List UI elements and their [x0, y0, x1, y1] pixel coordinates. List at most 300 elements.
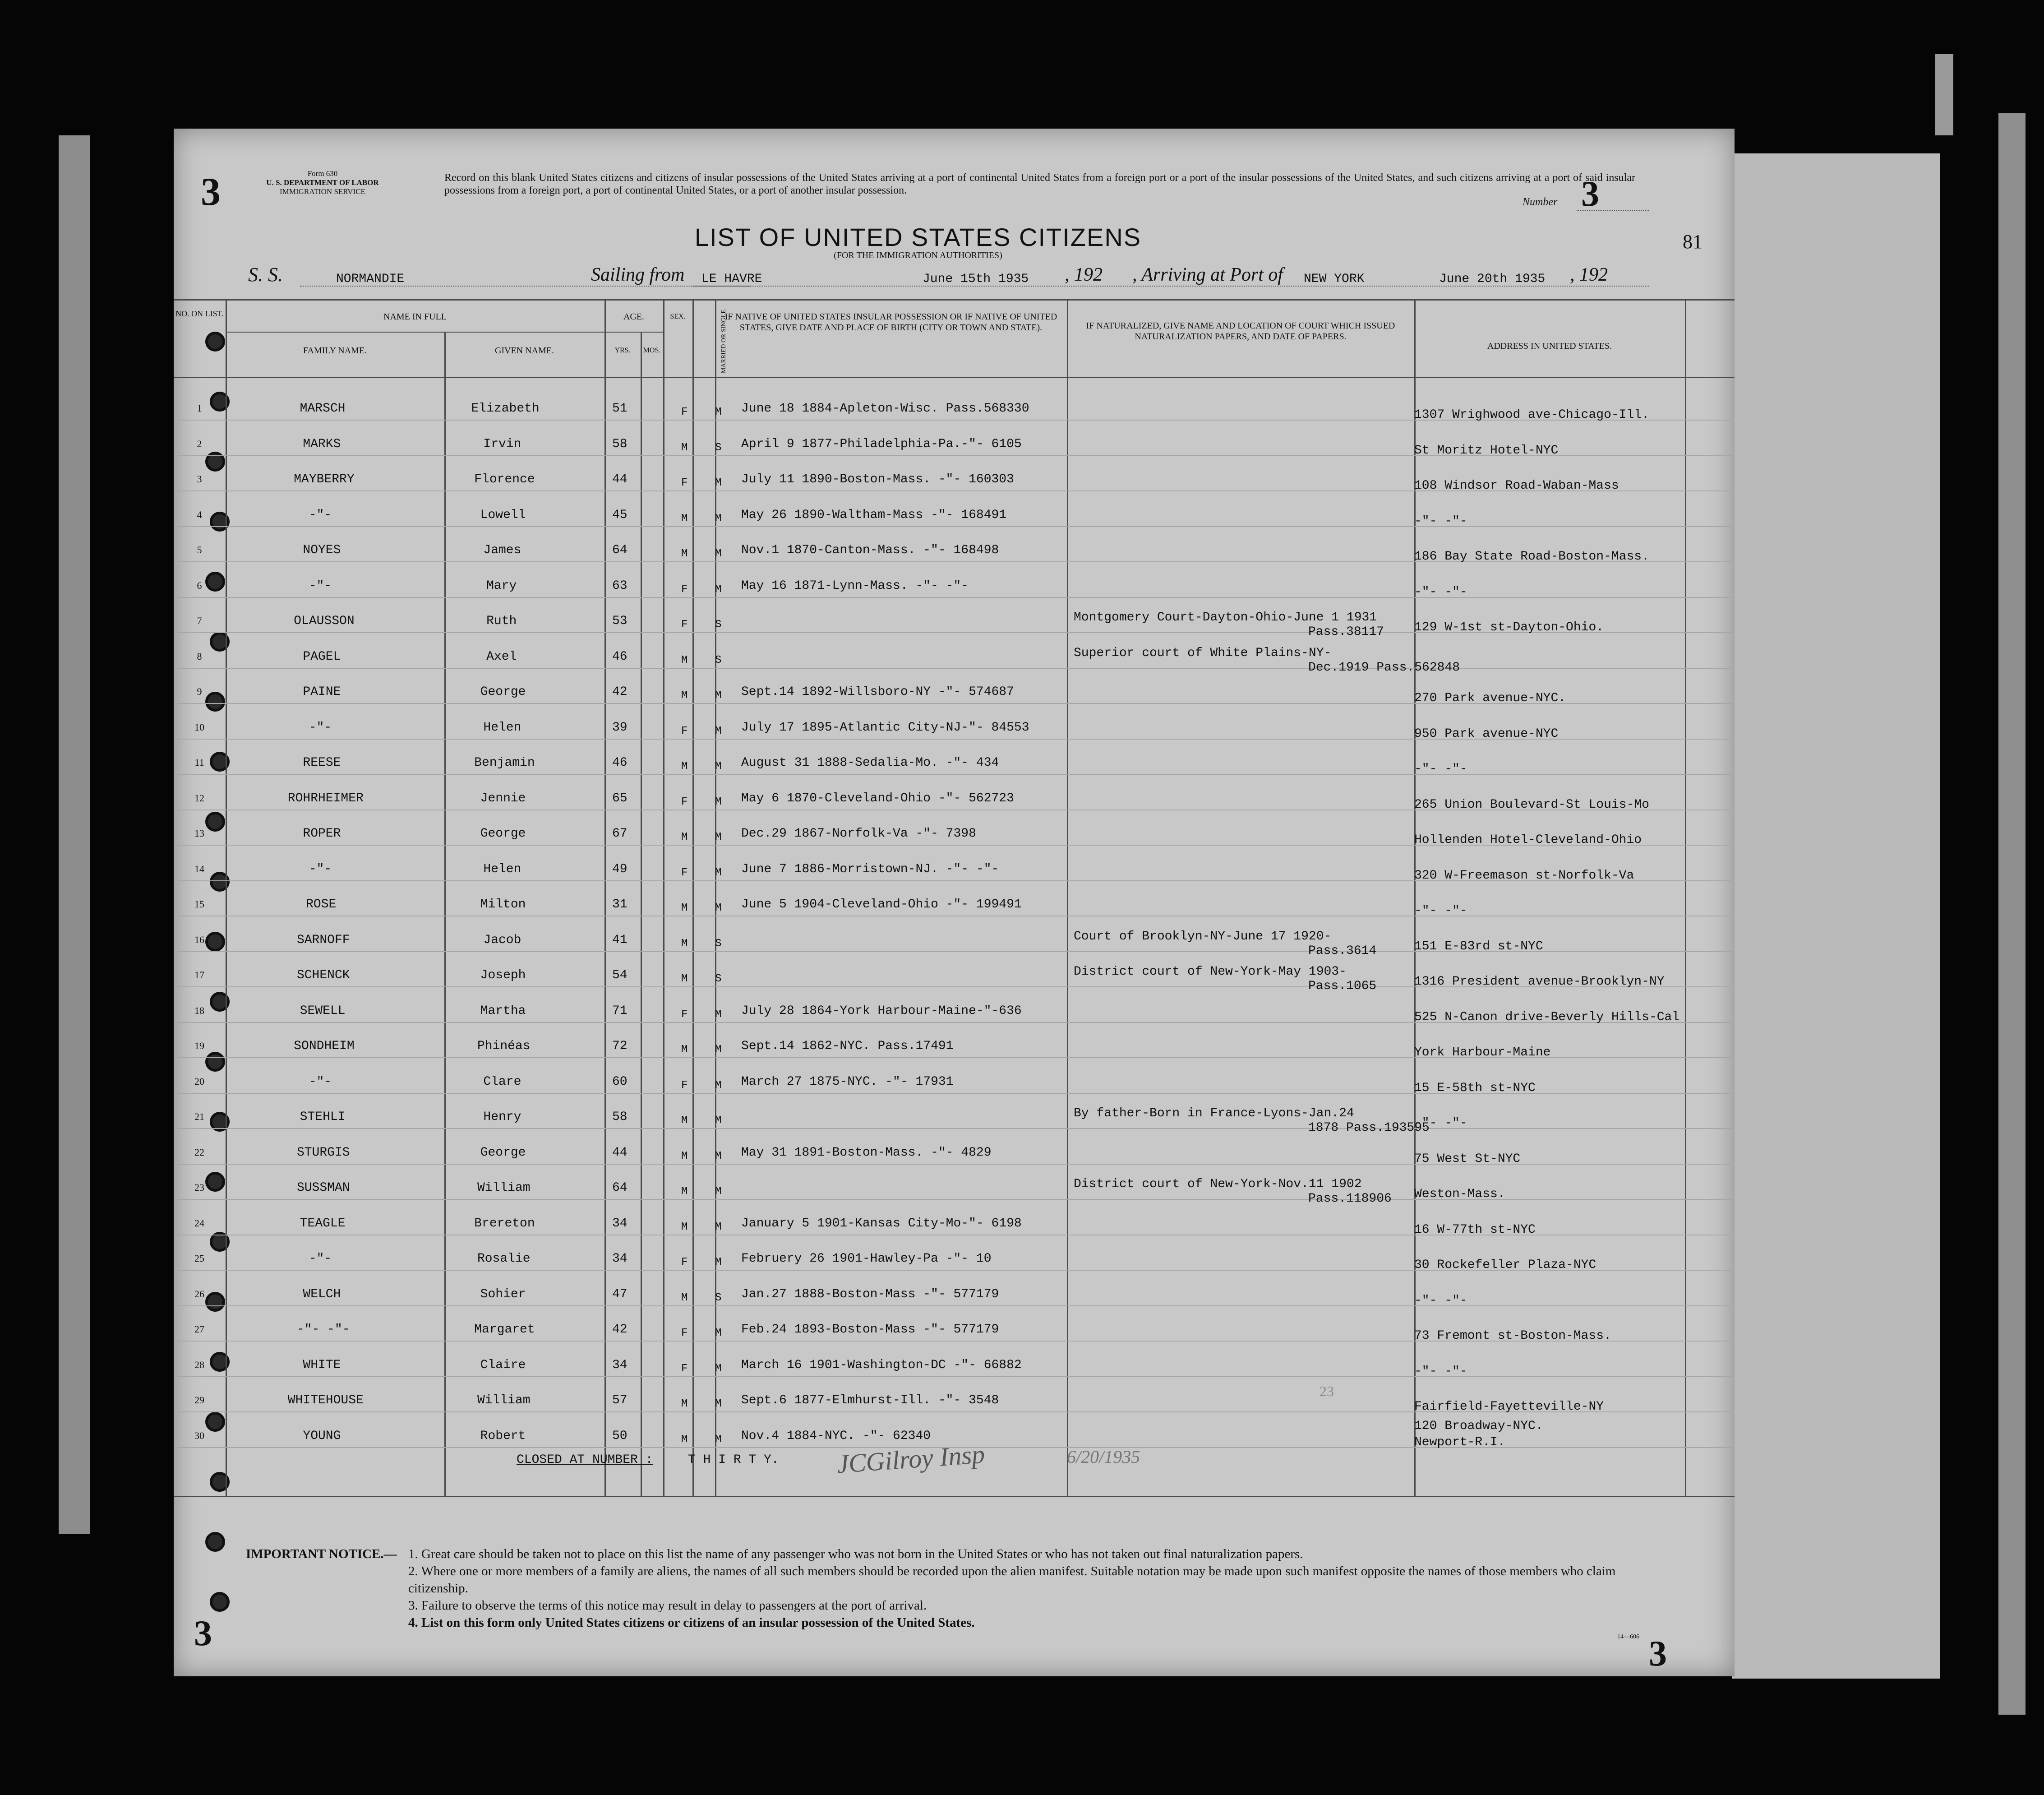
- marital-status: M: [715, 796, 722, 808]
- given-name: Irvin: [483, 437, 521, 451]
- sex: M: [681, 831, 688, 843]
- family-name: WHITEHOUSE: [287, 1393, 364, 1407]
- birth-info: May 31 1891-Boston-Mass. -"- 4829: [741, 1145, 992, 1160]
- notice-item-3: 3. Failure to observe the terms of this notice may result in delay to passengers at the port of arrival.: [408, 1598, 927, 1613]
- notice-label: IMPORTANT NOTICE.—: [246, 1547, 397, 1561]
- col-divider-family: [444, 332, 446, 1496]
- naturalization-info-line-2: Pass.38117: [1308, 625, 1384, 639]
- sailing-from: LE HAVRE: [701, 272, 762, 286]
- address: -"- -"-: [1414, 1116, 1467, 1130]
- sex: M: [681, 548, 688, 560]
- sex: M: [681, 937, 688, 950]
- address: 129 W-1st st-Dayton-Ohio.: [1414, 620, 1604, 634]
- given-name: Milton: [480, 898, 526, 911]
- age-years: 67: [612, 827, 628, 841]
- sailing-date: June 15th 1935: [923, 272, 1029, 286]
- sex: F: [681, 725, 688, 737]
- row-number: 17: [194, 969, 204, 981]
- birth-info: Sept.14 1862-NYC. Pass.17491: [741, 1039, 954, 1053]
- row-number: 20: [194, 1075, 204, 1087]
- marital-status: M: [715, 1185, 722, 1198]
- row-number: 23: [194, 1182, 204, 1193]
- given-name: Brereton: [474, 1216, 535, 1231]
- service-name: IMMIGRATION SERVICE: [280, 187, 365, 196]
- address: 1316 President avenue-Brooklyn-NY: [1414, 975, 1665, 989]
- punch-hole: [205, 1052, 225, 1072]
- age-years: 44: [612, 472, 628, 486]
- address: -"- -"-: [1414, 585, 1467, 599]
- notice-item-4: 4. List on this form only United States citizens or citizens of an insular possession of the United States.: [408, 1615, 975, 1630]
- age-years: 63: [612, 578, 628, 593]
- marital-status: M: [715, 1115, 722, 1127]
- sex: F: [681, 1079, 688, 1092]
- footer-left-number: 3: [194, 1614, 212, 1653]
- address: Newport-R.I.: [1414, 1435, 1505, 1449]
- number-label: Number: [1523, 196, 1558, 208]
- sex: F: [681, 866, 688, 879]
- given-name: Axel: [486, 649, 517, 664]
- marital-status: M: [715, 406, 722, 418]
- ss-label: S. S.: [248, 264, 283, 286]
- page-title: LIST OF UNITED STATES CITIZENS: [694, 223, 1142, 251]
- birth-info: May 26 1890-Waltham-Mass -"- 168491: [741, 508, 1007, 522]
- age-years: 44: [612, 1145, 628, 1160]
- naturalization-info-line-2: Pass.1065: [1308, 979, 1377, 993]
- col-header-given-name: GIVEN NAME.: [494, 346, 554, 356]
- corner-number: 3: [201, 170, 221, 214]
- family-name: -"-: [309, 1252, 332, 1266]
- sex: M: [681, 1115, 688, 1127]
- family-name: SUSSMAN: [296, 1181, 350, 1195]
- given-name: Benjamin: [474, 756, 535, 770]
- adjacent-page: [1732, 153, 1940, 1679]
- address: Fairfield-Fayetteville-NY: [1414, 1400, 1604, 1414]
- birth-info: June 18 1884-Apleton-Wisc. Pass.568330: [741, 402, 1029, 416]
- given-name: Claire: [480, 1358, 526, 1372]
- birth-info: March 16 1901-Washington-DC -"- 66882: [741, 1358, 1022, 1372]
- row-number: 7: [197, 615, 202, 626]
- col-divider-yrs: [641, 332, 642, 1496]
- age-years: 45: [612, 508, 628, 522]
- row-number: 12: [194, 792, 204, 804]
- given-name: Joseph: [480, 968, 526, 982]
- family-name: -"-: [309, 720, 332, 735]
- intro-text: Record on this blank United States citizens and citizens of insular possessions of the United States arriving at a port of continental United States from a foreign port or a port of the insular possessions of the United States, and such citizens arriving at a port of said insular possessions from a foreign port, a port of continental United States, or a port of another insular possession.: [444, 172, 1635, 196]
- birth-info: Dec.29 1867-Norfolk-Va -"- 7398: [741, 827, 976, 841]
- age-years: 31: [612, 898, 628, 911]
- given-name: George: [480, 685, 526, 699]
- age-years: 71: [612, 1004, 628, 1018]
- row-number: 19: [194, 1040, 204, 1051]
- page-number: 81: [1683, 231, 1703, 253]
- row-separator: [174, 1305, 1735, 1306]
- row-separator: [174, 668, 1735, 669]
- given-name: Helen: [483, 720, 521, 735]
- row-separator: [174, 597, 1735, 598]
- row-number: 4: [197, 509, 202, 520]
- age-years: 47: [612, 1287, 628, 1301]
- marital-status: S: [715, 441, 722, 454]
- row-number: 25: [194, 1253, 204, 1264]
- sex: M: [681, 689, 688, 702]
- age-years: 50: [612, 1429, 628, 1443]
- naturalization-info: District court of New-York-May 1903-: [1074, 965, 1347, 979]
- birth-info: Jan.27 1888-Boston-Mass -"- 577179: [741, 1287, 999, 1301]
- age-years: 39: [612, 720, 628, 735]
- name-age-subheader-line: [226, 332, 663, 333]
- given-name: Helen: [483, 862, 521, 876]
- given-name: George: [480, 1145, 526, 1160]
- col-header-address: ADDRESS IN UNITED STATES.: [1487, 341, 1612, 351]
- given-name: Henry: [483, 1110, 521, 1124]
- given-name: Ruth: [486, 614, 517, 628]
- marital-status: S: [715, 654, 722, 666]
- col-header-no: NO. ON LIST.: [175, 309, 224, 318]
- sex: F: [681, 477, 688, 489]
- birth-info: June 5 1904-Cleveland-Ohio -"- 199491: [741, 898, 1022, 911]
- col-divider-no: [226, 299, 227, 1496]
- family-name: TEAGLE: [300, 1216, 346, 1231]
- department-name: U. S. DEPARTMENT OF LABOR: [266, 178, 379, 187]
- marital-status: S: [715, 619, 722, 631]
- marital-status: M: [715, 1008, 722, 1021]
- age-years: 34: [612, 1216, 628, 1231]
- arriving-date: June 20th 1935: [1439, 272, 1546, 286]
- birth-info: July 11 1890-Boston-Mass. -"- 160303: [741, 472, 1014, 486]
- family-name: WELCH: [303, 1287, 341, 1301]
- ship-underline: [300, 286, 751, 287]
- row-separator: [174, 774, 1735, 775]
- family-name: -"- -"-: [296, 1323, 350, 1337]
- naturalization-info-line-2: Pass.118906: [1308, 1192, 1392, 1206]
- address: -"- -"-: [1414, 762, 1467, 776]
- address: 950 Park avenue-NYC: [1414, 726, 1559, 741]
- col-header-name-in-full: NAME IN FULL: [383, 312, 447, 322]
- closed-label: CLOSED AT NUMBER :: [517, 1453, 653, 1467]
- family-name: STURGIS: [296, 1145, 350, 1160]
- address: 16 W-77th st-NYC: [1414, 1222, 1536, 1237]
- marital-status: M: [715, 725, 722, 737]
- age-years: 51: [612, 402, 628, 416]
- notice-item-1: 1. Great care should be taken not to place on this list the name of any passenger who was not born in the United States or who has not taken out final naturalization papers.: [408, 1547, 1303, 1561]
- age-years: 72: [612, 1039, 628, 1053]
- col-divider-address: [1685, 299, 1686, 1496]
- age-years: 60: [612, 1074, 628, 1089]
- birth-info: Nov.1 1870-Canton-Mass. -"- 168498: [741, 543, 999, 557]
- number-underline: [1577, 210, 1649, 211]
- sex: F: [681, 583, 688, 596]
- family-name: MARSCH: [300, 402, 346, 416]
- family-name: PAINE: [303, 685, 341, 699]
- family-name: SONDHEIM: [294, 1039, 355, 1053]
- col-header-naturalized: IF NATURALIZED, GIVE NAME AND LOCATION OF COURT WHICH ISSUED NATURALIZATION PAPERS, AND DATE OF PAPERS.: [1086, 321, 1395, 342]
- age-years: 64: [612, 543, 628, 557]
- family-name: -"-: [309, 1074, 332, 1089]
- ship-name: NORMANDIE: [336, 272, 405, 286]
- marital-status: M: [715, 583, 722, 596]
- naturalization-info: Court of Brooklyn-NY-June 17 1920-: [1074, 929, 1332, 944]
- naturalization-info: By father-Born in France-Lyons-Jan.24: [1074, 1106, 1354, 1120]
- marital-status: S: [715, 937, 722, 950]
- address: Hollenden Hotel-Cleveland-Ohio: [1414, 833, 1642, 847]
- address: 186 Bay State Road-Boston-Mass.: [1414, 550, 1649, 564]
- address: 30 Rockefeller Plaza-NYC: [1414, 1258, 1596, 1272]
- naturalization-info-line-2: Dec.1919 Pass.562848: [1308, 660, 1460, 675]
- address: 151 E-83rd st-NYC: [1414, 939, 1543, 953]
- age-years: 54: [612, 968, 628, 982]
- col-divider-sex: [692, 299, 694, 1496]
- marital-status: S: [715, 973, 722, 985]
- given-name: Florence: [474, 472, 535, 486]
- form-number: Form 630: [307, 169, 338, 178]
- signature-date: 6/20/1935: [1067, 1447, 1140, 1467]
- family-name: -"-: [309, 508, 332, 522]
- given-name: Lowell: [480, 508, 526, 522]
- address: -"- -"-: [1414, 1364, 1467, 1379]
- age-years: 42: [612, 685, 628, 699]
- sex: M: [681, 973, 688, 985]
- given-name: Sohier: [480, 1287, 526, 1301]
- row-number: 14: [194, 863, 204, 874]
- row-number: 9: [197, 686, 202, 697]
- important-notice: [246, 1545, 1671, 1631]
- birth-info: July 28 1864-York Harbour-Maine-"-636: [741, 1004, 1022, 1018]
- punch-hole: [205, 1532, 225, 1552]
- sex: F: [681, 406, 688, 418]
- address: York Harbour-Maine: [1414, 1046, 1551, 1059]
- naturalization-info: Superior court of White Plains-NY-: [1074, 646, 1332, 660]
- age-years: 53: [612, 614, 628, 628]
- family-name: ROSE: [306, 898, 337, 911]
- marital-status: M: [715, 866, 722, 879]
- family-name: REESE: [303, 756, 341, 770]
- family-name: ROHRHEIMER: [287, 791, 364, 805]
- table-bottom-border: [174, 1496, 1735, 1497]
- row-number: 16: [194, 934, 204, 945]
- sex: F: [681, 796, 688, 808]
- age-years: 65: [612, 791, 628, 805]
- family-name: YOUNG: [303, 1429, 341, 1443]
- birth-info: Sept.14 1892-Willsboro-NY -"- 574687: [741, 685, 1014, 699]
- given-name: William: [477, 1393, 531, 1407]
- family-name: WHITE: [303, 1358, 341, 1372]
- address: 75 West St-NYC: [1414, 1152, 1521, 1166]
- punch-hole: [205, 1412, 225, 1432]
- punch-hole: [210, 1592, 230, 1612]
- sailing-suffix: , 192: [1065, 264, 1103, 285]
- birth-info: January 5 1901-Kansas City-Mo-"- 6198: [741, 1216, 1022, 1231]
- marital-status: M: [715, 1079, 722, 1092]
- sex: F: [681, 1362, 688, 1375]
- marital-status: M: [715, 548, 722, 560]
- given-name: Mary: [486, 578, 517, 593]
- page-edge-tab: [1935, 54, 1953, 135]
- age-years: 57: [612, 1393, 628, 1407]
- given-name: George: [480, 827, 526, 841]
- row-number: 21: [194, 1111, 204, 1122]
- notice-form-code: 14—606: [1617, 1633, 1639, 1640]
- given-name: Jennie: [480, 791, 526, 805]
- col-header-married: MARRIED OR SINGLE.: [720, 308, 727, 374]
- col-header-yrs: YRS.: [614, 347, 631, 354]
- marital-status: M: [715, 1433, 722, 1446]
- row-number: 8: [197, 650, 202, 662]
- address: 1307 Wrighwood ave-Chicago-Ill.: [1414, 408, 1649, 422]
- given-name: Elizabeth: [471, 402, 540, 416]
- marital-status: M: [715, 1362, 722, 1375]
- given-name: Jacob: [483, 933, 521, 947]
- row-number: 27: [194, 1323, 204, 1335]
- row-number: 5: [197, 544, 202, 555]
- table-top-border: [174, 299, 1735, 301]
- row-number: 15: [194, 898, 204, 910]
- row-separator: [174, 526, 1735, 527]
- row-number: 18: [194, 1004, 204, 1016]
- sex: M: [681, 441, 688, 454]
- row-number: 26: [194, 1288, 204, 1300]
- voyage-underline: [692, 286, 1649, 287]
- row-number: 1: [197, 402, 202, 414]
- family-name: ROPER: [303, 827, 341, 841]
- row-number: 13: [194, 828, 204, 839]
- row-number: 22: [194, 1146, 204, 1158]
- sex: M: [681, 1221, 688, 1233]
- row-number: 29: [194, 1394, 204, 1406]
- family-name: MAYBERRY: [294, 472, 355, 486]
- col-divider-given: [604, 299, 606, 1496]
- given-name: Margaret: [474, 1323, 535, 1337]
- sex: F: [681, 1327, 688, 1339]
- family-name: STEHLI: [300, 1110, 346, 1124]
- sex: M: [681, 1291, 688, 1304]
- inspector-signature: JCGilroy Insp: [836, 1439, 986, 1479]
- row-number: 30: [194, 1430, 204, 1441]
- age-years: 46: [612, 649, 628, 664]
- sex: M: [681, 654, 688, 666]
- marital-status: M: [715, 1150, 722, 1162]
- birth-info: March 27 1875-NYC. -"- 17931: [741, 1074, 954, 1089]
- sex: M: [681, 1185, 688, 1198]
- col-divider-native: [1067, 299, 1068, 1496]
- family-name: PAGEL: [303, 649, 341, 664]
- col-divider-mos: [663, 299, 664, 1496]
- family-name: MARKS: [303, 437, 341, 451]
- arriving-suffix: , 192: [1570, 264, 1608, 285]
- form-info: [264, 169, 381, 196]
- family-name: -"-: [309, 578, 332, 593]
- birth-info: May 6 1870-Cleveland-Ohio -"- 562723: [741, 791, 1014, 805]
- marital-status: M: [715, 477, 722, 489]
- notice-item-2: 2. Where one or more members of a family are aliens, the names of all such members should be recorded upon the alien manifest. Suitable notation may be made upon such manifest opposite the names of those members who claim citizenship.: [408, 1564, 1616, 1596]
- age-years: 46: [612, 756, 628, 770]
- naturalization-info-line-2: Pass.3614: [1308, 944, 1377, 958]
- address: 270 Park avenue-NYC.: [1414, 691, 1566, 705]
- family-name: -"-: [309, 862, 332, 876]
- address: Weston-Mass.: [1414, 1187, 1505, 1201]
- manifest-sheet: [174, 129, 1735, 1676]
- given-name: William: [477, 1181, 531, 1195]
- birth-info: Feb.24 1893-Boston-Mass -"- 577179: [741, 1323, 999, 1337]
- marital-status: M: [715, 1398, 722, 1410]
- col-header-age: AGE.: [623, 312, 645, 322]
- binder-edge: [59, 135, 90, 1534]
- given-name: Robert: [480, 1429, 526, 1443]
- address: -"- -"-: [1414, 1293, 1467, 1308]
- age-years: 64: [612, 1181, 628, 1195]
- marital-status: M: [715, 1221, 722, 1233]
- age-years: 42: [612, 1323, 628, 1337]
- address: 320 W-Freemason st-Norfolk-Va: [1414, 868, 1634, 883]
- birth-info: Sept.6 1877-Elmhurst-Ill. -"- 3548: [741, 1393, 999, 1407]
- col-header-family-name: FAMILY NAME.: [303, 346, 367, 356]
- sex: M: [681, 1398, 688, 1410]
- table-header-bottom-border: [174, 377, 1735, 378]
- arriving-label: , Arriving at Port of: [1132, 264, 1283, 285]
- sex: F: [681, 619, 688, 631]
- naturalization-info: District court of New-York-Nov.11 1902: [1074, 1177, 1362, 1191]
- sex: F: [681, 1008, 688, 1021]
- address: -"- -"-: [1414, 904, 1467, 918]
- marital-status: M: [715, 831, 722, 843]
- age-years: 58: [612, 1110, 628, 1124]
- row-number: 2: [197, 438, 202, 449]
- marital-status: M: [715, 1044, 722, 1056]
- address: 108 Windsor Road-Waban-Mass: [1414, 479, 1619, 493]
- sex: M: [681, 512, 688, 525]
- naturalization-info-line-2: 1878 Pass.193595: [1308, 1121, 1430, 1135]
- marital-status: M: [715, 689, 722, 702]
- marital-status: M: [715, 1327, 722, 1339]
- row-number: 28: [194, 1359, 204, 1370]
- extra-address: 120 Broadway-NYC.: [1414, 1419, 1543, 1433]
- address: St Moritz Hotel-NYC: [1414, 443, 1559, 458]
- col-header-sex: SEX.: [670, 313, 686, 320]
- row-number: 10: [194, 721, 204, 733]
- number-value: 3: [1581, 174, 1599, 214]
- sex: M: [681, 1044, 688, 1056]
- family-name: SARNOFF: [296, 933, 350, 947]
- family-name: OLAUSSON: [294, 614, 355, 628]
- birth-info: Nov.4 1884-NYC. -"- 62340: [741, 1429, 931, 1443]
- sailing-label: Sailing from: [591, 264, 685, 285]
- address: 525 N-Canon drive-Beverly Hills-Cal: [1414, 1010, 1680, 1024]
- adjacent-page-edge: [1998, 113, 2026, 1715]
- punch-hole: [205, 332, 225, 352]
- row-number: 6: [197, 579, 202, 591]
- notice-item-row-1: [246, 1545, 1671, 1563]
- family-name: SEWELL: [300, 1004, 346, 1018]
- sex: M: [681, 902, 688, 914]
- family-name: SCHENCK: [296, 968, 350, 982]
- row-number: 11: [194, 757, 204, 768]
- birth-info: August 31 1888-Sedalia-Mo. -"- 434: [741, 756, 999, 770]
- family-name: NOYES: [303, 543, 341, 557]
- birth-info: Februery 26 1901-Hawley-Pa -"- 10: [741, 1252, 992, 1266]
- marital-status: M: [715, 512, 722, 525]
- closed-value: T H I R T Y.: [688, 1453, 779, 1467]
- stamp-number: 23: [1320, 1383, 1334, 1399]
- given-name: Phinéas: [477, 1039, 531, 1053]
- given-name: Clare: [483, 1074, 521, 1089]
- given-name: Rosalie: [477, 1252, 531, 1266]
- col-header-mos: MOS.: [643, 347, 661, 354]
- marital-status: S: [715, 1291, 722, 1304]
- age-years: 34: [612, 1358, 628, 1372]
- birth-info: June 7 1886-Morristown-NJ. -"- -"-: [741, 862, 999, 876]
- birth-info: April 9 1877-Philadelphia-Pa.-"- 6105: [741, 437, 1022, 451]
- naturalization-info: Montgomery Court-Dayton-Ohio-June 1 1931: [1074, 611, 1377, 625]
- sex: M: [681, 1433, 688, 1446]
